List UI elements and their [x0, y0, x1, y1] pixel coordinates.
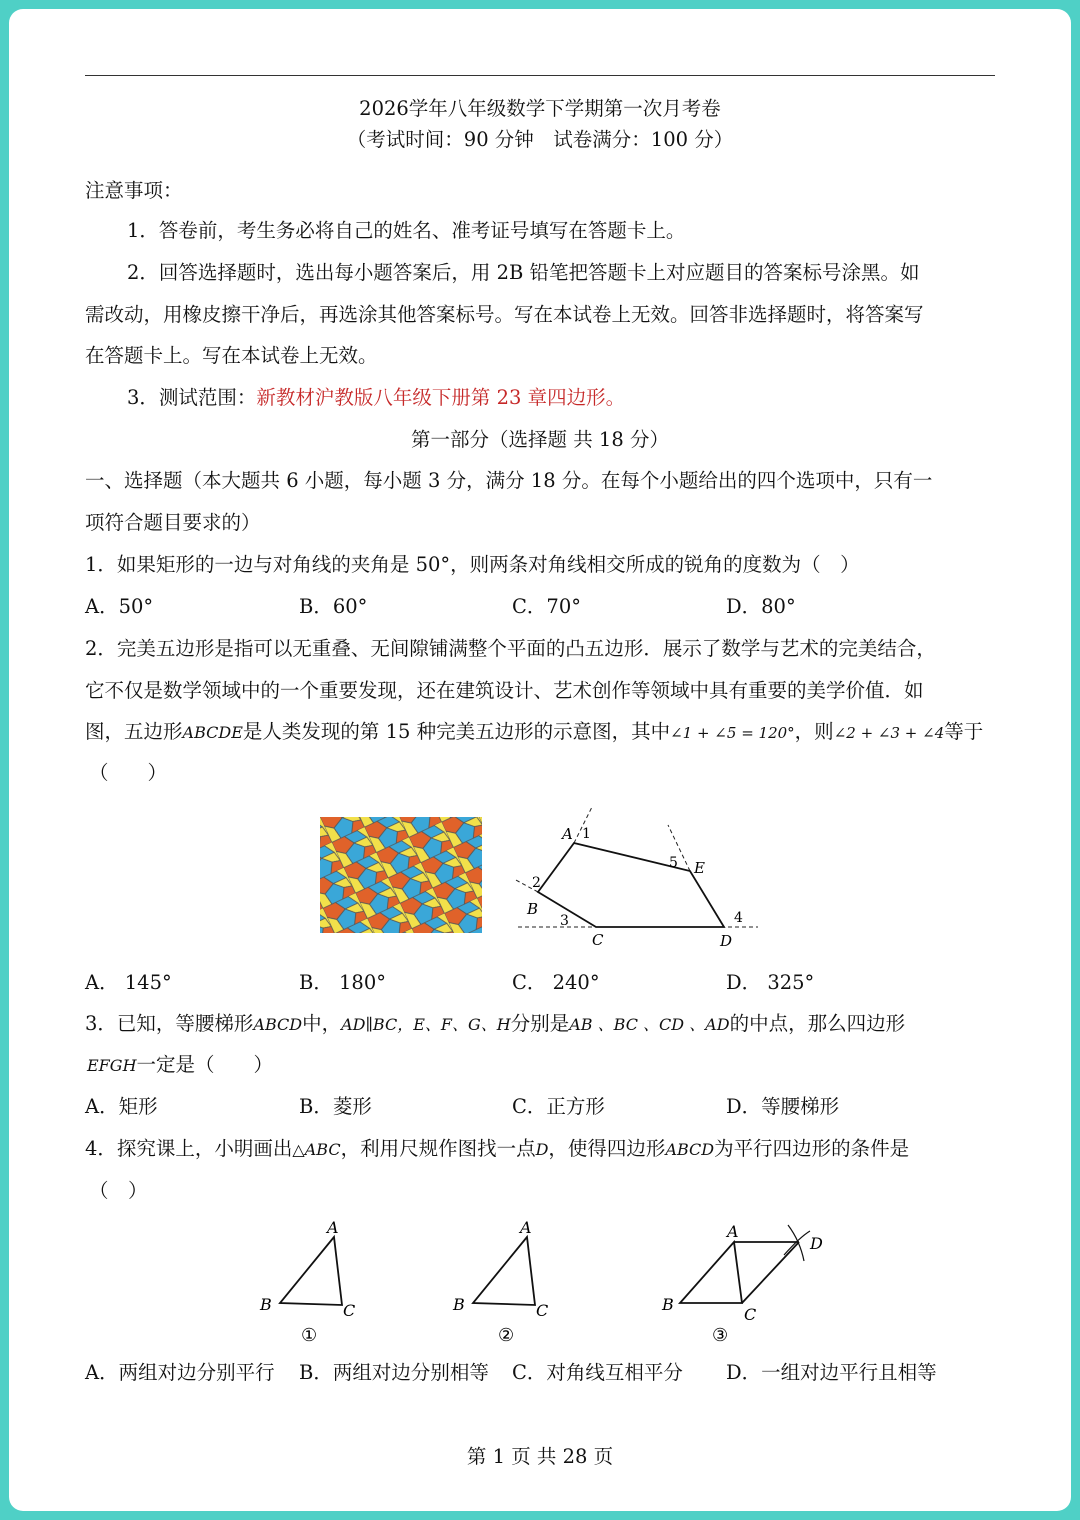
q2-option-b[interactable]: B． 180°	[299, 971, 386, 994]
q3-line-2	[87, 1051, 273, 1080]
q1-option-a[interactable]: A．50°	[85, 595, 154, 618]
section-instructions-line-1: 一、选择题（本大题共 6 小题，每小题 3 分，满分 18 分。在每个小题给出的四个选项中，只有一	[85, 469, 933, 492]
section-instructions-line-2: 项符合题目要求的）	[85, 511, 261, 534]
header-rule	[85, 75, 995, 76]
vertex-label-b: B	[453, 1295, 465, 1314]
q1-option-d[interactable]: D．80°	[726, 595, 796, 618]
q1-option-b[interactable]: B．60°	[299, 595, 368, 618]
q4-option-b[interactable]: B．两组对边分别相等	[299, 1361, 489, 1384]
vertex-label-d: D	[720, 932, 733, 950]
triangle-figure-2	[447, 1215, 563, 1347]
q3-var: AD∥BC，E、F、G、H	[341, 1015, 511, 1034]
angle-label-5: 5	[669, 855, 678, 871]
q4-option-a[interactable]: A．两组对边分别平行	[85, 1361, 275, 1384]
q2-text: 是人类发现的第 15 种完美五边形的示意图，其中	[242, 720, 671, 743]
q2-var: ABCDE	[182, 723, 243, 742]
q3-option-a[interactable]: A．矩形	[85, 1095, 158, 1118]
triangle-figure-1	[254, 1215, 370, 1347]
triangle-abc	[280, 1237, 342, 1305]
q2-option-a[interactable]: A． 145°	[85, 971, 172, 994]
pentagon-abcde-figure	[512, 807, 764, 953]
q3-var: AB 、BC 、CD 、AD	[569, 1015, 730, 1034]
vertex-label-c: C	[592, 931, 604, 949]
q4-var: △ABC	[292, 1140, 341, 1159]
vertex-label-b: B	[662, 1295, 674, 1314]
note-item-1: 1．答卷前，考生务必将自己的姓名、准考证号填写在答题卡上。	[127, 219, 686, 242]
vertex-label-d: D	[810, 1234, 823, 1253]
triangle-abc	[680, 1242, 742, 1303]
q2-text: ，则	[794, 720, 834, 743]
q3-text: 中，	[302, 1012, 342, 1035]
figure-number-2: ②	[498, 1325, 515, 1346]
q4-answer-brackets: （ ）	[89, 1179, 148, 1202]
note-item-3	[127, 384, 625, 412]
note-item-2-line-3: 在答题卡上。写在本试卷上无效。	[85, 344, 378, 367]
vertex-label-a: A	[562, 825, 573, 843]
q2-text: 图，五边形	[85, 720, 183, 743]
q4-var: D	[535, 1140, 549, 1159]
test-scope: 新教材沪教版八年级下册第 23 章四边形。	[256, 386, 626, 409]
q2-line-3	[85, 718, 983, 747]
notes-heading: 注意事项：	[85, 179, 183, 202]
exam-title: 2026学年八年级数学下学期第一次月考卷	[359, 97, 721, 120]
pentagon-tiling-image	[320, 817, 482, 933]
exam-page	[9, 9, 1071, 1511]
triangle-abc	[473, 1237, 535, 1305]
q3-var: ABCD	[253, 1015, 303, 1034]
q2-condition: ∠1 + ∠5 = 120°	[670, 724, 795, 742]
q4-text: ，使得四边形	[548, 1137, 666, 1160]
q4-text: 4．探究课上，小明画出	[85, 1137, 293, 1160]
angle-label-2: 2	[532, 875, 541, 891]
figure-number-1: ①	[301, 1325, 318, 1346]
q4-text: 为平行四边形的条件是	[714, 1137, 910, 1160]
q4-line-1	[85, 1135, 909, 1164]
q4-text: ，利用尺规作图找一点	[340, 1137, 536, 1160]
vertex-label-b: B	[527, 900, 539, 918]
q4-option-c[interactable]: C．对角线互相平分	[512, 1361, 683, 1384]
q2-line-2: 它不仅是数学领域中的一个重要发现，还在建筑设计、艺术创作等领域中具有重要的美学价值．如	[85, 679, 924, 702]
angle-label-3: 3	[560, 913, 569, 929]
q3-option-c[interactable]: C．正方形	[512, 1095, 605, 1118]
q3-var: EFGH	[87, 1056, 137, 1075]
figure-number-3: ③	[712, 1325, 729, 1346]
q3-option-d[interactable]: D．等腰梯形	[726, 1095, 840, 1118]
vertex-label-a: A	[727, 1222, 739, 1241]
q2-text: 等于	[944, 720, 984, 743]
vertex-label-c: C	[343, 1301, 356, 1320]
q3-option-b[interactable]: B．菱形	[299, 1095, 372, 1118]
q3-text: 3．已知，等腰梯形	[85, 1012, 254, 1035]
vertex-label-a: A	[520, 1218, 532, 1237]
q3-line-1	[85, 1010, 905, 1039]
q1-option-c[interactable]: C．70°	[512, 595, 581, 618]
segment-dc	[742, 1242, 799, 1303]
q2-option-d[interactable]: D． 325°	[726, 971, 815, 994]
q3-text: 一定是（ ）	[136, 1053, 274, 1076]
angle-label-4: 4	[734, 910, 743, 926]
q2-line-1: 2．完美五边形是指可以无重叠、无间隙铺满整个平面的凸五边形．展示了数学与艺术的完美结合，	[85, 637, 936, 660]
page-number: 第 1 页 共 28 页	[466, 1445, 614, 1468]
note-item-2-line-2: 需改动，用橡皮擦干净后，再选涂其他答案标号。写在本试卷上无效。回答非选择题时，将答案写	[85, 303, 924, 326]
q2-expression: ∠2 + ∠3 + ∠4	[833, 724, 945, 742]
q3-text: 分别是	[510, 1012, 570, 1035]
angle-label-1: 1	[582, 826, 591, 842]
parallelogram-construction-figure	[654, 1215, 834, 1347]
vertex-label-c: C	[744, 1305, 757, 1324]
note-item-3-prefix: 3．测试范围：	[127, 386, 257, 409]
exam-subtitle: （考试时间：90 分钟 试卷满分：100 分）	[346, 128, 734, 151]
q2-option-c[interactable]: C． 240°	[512, 971, 600, 994]
q4-option-d[interactable]: D．一组对边平行且相等	[726, 1361, 937, 1384]
note-item-2-line-1: 2．回答选择题时，选出每小题答案后，用 2B 铅笔把答题卡上对应题目的答案标号涂黑。如	[127, 261, 920, 284]
q3-text: 的中点，那么四边形	[729, 1012, 906, 1035]
q4-var: ABCD	[665, 1140, 715, 1159]
vertex-label-a: A	[327, 1218, 339, 1237]
q1-stem: 1．如果矩形的一边与对角线的夹角是 50°，则两条对角线相交所成的锐角的度数为（ ）	[85, 553, 860, 576]
vertex-label-b: B	[260, 1295, 272, 1314]
q2-answer-brackets: （ ）	[89, 761, 168, 784]
part1-heading: 第一部分（选择题 共 18 分）	[411, 428, 669, 451]
vertex-label-c: C	[536, 1301, 549, 1320]
vertex-label-e: E	[694, 859, 705, 877]
